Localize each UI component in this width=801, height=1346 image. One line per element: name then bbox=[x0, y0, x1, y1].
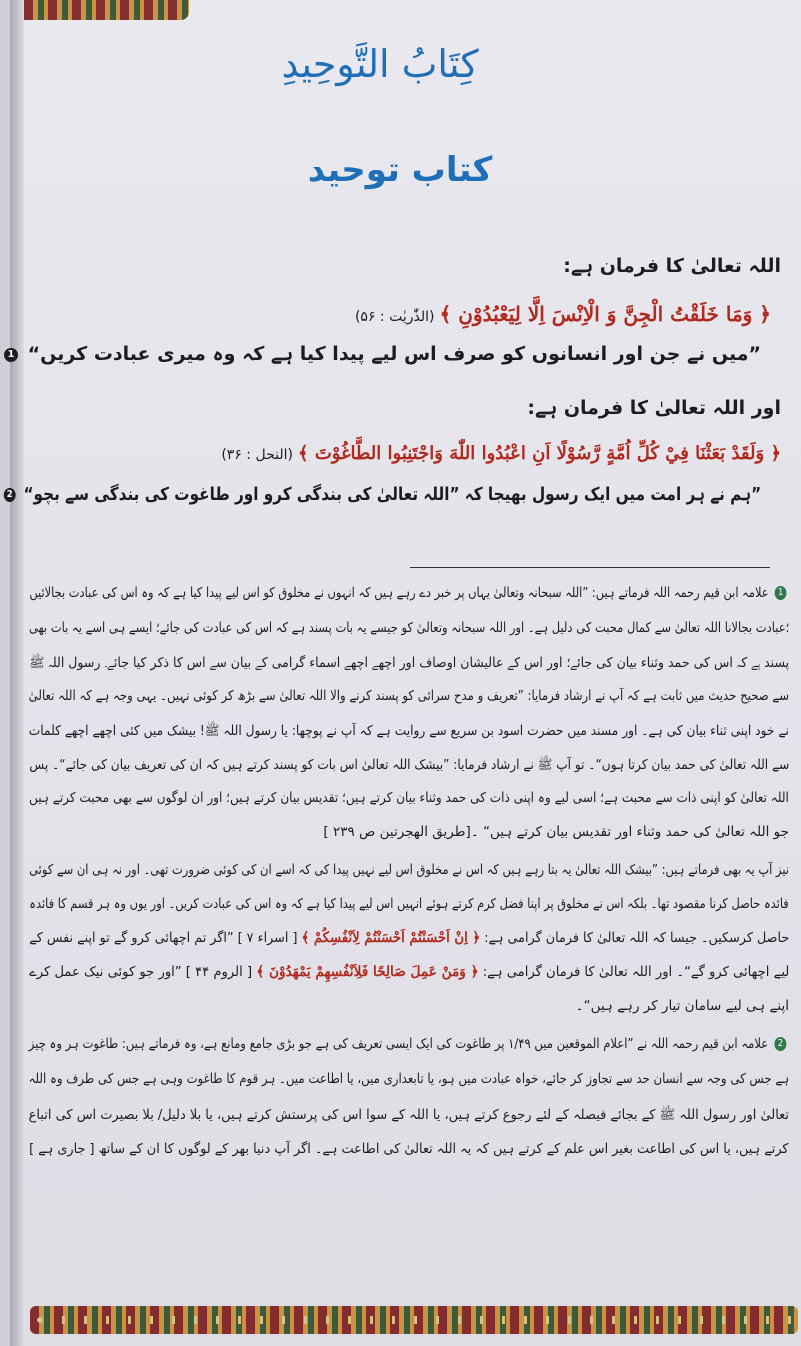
footnote-marker-2[interactable]: 2 bbox=[4, 488, 16, 502]
translation-1-row bbox=[1, 343, 761, 365]
book-spine bbox=[10, 0, 24, 1346]
footnote-verse-a-ref: [ اسراء ۷ ] ”اگر تم اچھائی کرو گے تو اپنے نفس کے bbox=[28, 930, 298, 946]
verse-1-ref: (الذّٰریٰت : ۵۶) bbox=[354, 309, 435, 325]
footnote-marker-1[interactable]: 1 bbox=[4, 348, 18, 362]
footnote-1-line: پسند ہے کہ اس کی حمد وثناء بیان کی جائے؛ اور اس کے عالیشان اوصاف اور اچھے اچھے اسماء گرامی کے بیان سے اس کا ذکر کیا جائے۔ رسول اللہ ﷺ bbox=[29, 655, 789, 671]
translation-2: ”ہم نے ہر امت میں ایک رسول بھیجا کہ ”اللہ تعالیٰ کی بندگی کرو اور طاغوت کی بندگی سے بچو“ bbox=[23, 484, 762, 505]
footnote-verse-b-ref: [ الروم ۴۴ ] ”اور جو کوئی نیک عمل کرے bbox=[28, 964, 252, 980]
verse-1-row bbox=[355, 302, 771, 326]
verse-2-row bbox=[221, 443, 781, 464]
footnote-1-cont-line bbox=[29, 964, 789, 980]
top-ornament bbox=[24, 0, 189, 20]
footnote-1-line: سے اللہ تعالیٰ کی حمد بیان کرتا ہوں“۔ تو آپ ﷺ نے ارشاد فرمایا: ”بیشک اللہ تعالیٰ اس بات کو پسند کرتے ہیں کہ ان کی تعریف بیان کی جائے“۔ پس bbox=[29, 757, 789, 773]
footnote-1-cont-line: اپنے ہی لیے سامان تیار کر رہے ہیں“۔ bbox=[575, 998, 789, 1014]
footnote-2-line: کرتے ہیں، یا اس کی اطاعت بغیر اس علم کے کرتے ہیں کہ یہ اللہ تعالیٰ کی اطاعت ہے۔ اگر آپ دنیا بھر کے لوگوں کا ان کے ساتھ [ جاری ہے ] bbox=[29, 1141, 789, 1157]
footnote-1-cont-line bbox=[29, 930, 789, 946]
footnote-1-cont-text: لیے اچھائی کرو گے“۔ اور اللہ تعالیٰ کا فرمان گرامی ہے: bbox=[482, 964, 789, 980]
footnote-separator bbox=[410, 567, 770, 568]
footnote-verse-b: ﴿ وَمَنْ عَمِلَ صَالِحًا فَلِاَنْفُسِهِمْ يَمْهَدُوْنَ ﴾ bbox=[255, 964, 479, 980]
footnote-1-line: ؛عبادت بجالانا اللہ تعالیٰ سے کمال محبت کی دلیل ہے۔ اور اللہ سبحانہ وتعالیٰ کو جیسے یہ بات پسند ہے کہ اس کی عبادت کی جائے؛ ایسے ہی اسے یہ بات بھی bbox=[28, 620, 789, 636]
footnote-2-line bbox=[29, 1036, 789, 1052]
footnote-2-line: ہے جس کی وجہ سے انسان حد سے تجاوز کر جائے، خواہ عبادت میں ہو، یا تابعداری میں، یا اطاعت میں۔ ہر قوم کا طاغوت وہی ہے جس کی طرف وہ اللہ bbox=[28, 1071, 789, 1087]
intro-1: اللہ تعالیٰ کا فرمان ہے: bbox=[563, 255, 781, 277]
footnote-1-line: جو اللہ تعالیٰ کی حمد وثناء اور تقدیس بیان کرتے ہیں“ ۔[طریق الهجرتین ص ۲۳۹ ] bbox=[323, 824, 789, 840]
footnote-1-line: سے صحیح حدیث میں ثابت ہے کہ آپ نے ارشاد فرمایا: ”تعریف و مدح سرائی کو پسند کرنے والا اللہ تعالیٰ سے بڑھ کر کوئی نہیں۔ یہی وجہ ہے کہ اللہ تعالیٰ bbox=[28, 688, 789, 704]
book-page bbox=[6, 0, 801, 1346]
chapter-title-urdu: کتاب توحید bbox=[307, 150, 493, 190]
translation-2-row bbox=[1, 484, 761, 505]
footnote-1-text: علامہ ابن قیم رحمہ اللہ فرماتے ہیں: ”اللہ سبحانہ وتعالیٰ یہاں پر خبر دے رہے ہیں کہ انہوں نے مخلوق کو اس لیے پیدا کیا ہے کہ وہ اس کی عبادت بجالائیں bbox=[29, 585, 769, 601]
footnote-1-line bbox=[29, 585, 789, 601]
intro-2: اور اللہ تعالیٰ کا فرمان ہے: bbox=[527, 397, 781, 419]
footnote-1-cont-line: نیز آپ یہ بھی فرماتے ہیں: ”بیشک اللہ تعالیٰ یہ بتا رہے ہیں کہ اس نے مخلوق اس لیے نہیں پیدا کی کہ اسے ان کی کوئی ضرورت تھی۔ اور نہ ہی ان سے کوئی bbox=[29, 862, 789, 878]
footnote-2-line: تعالیٰ اور رسول اللہ ﷺ کے بجائے فیصلہ کے لئے رجوع کرتے ہیں، یا اللہ کے سوا اس کی پرستش کرتے ہیں، یا بلا دلیل/ بلا بصیرت اس کی اتباع bbox=[28, 1107, 789, 1123]
footnote-1-marker: 1 bbox=[775, 586, 787, 600]
footnote-1-line: اللہ تعالیٰ کو اپنی ذات سے محبت ہے؛ اسی لیے وہ اپنی ذات کی حمد وثناء بیان کرتے ہیں؛ تقدیس بیان کرتے ہیں؛ اور ان لوگوں سے بھی محبت کرتے ہیں bbox=[29, 790, 789, 806]
footnote-2-text: علامہ ابن قیم رحمہ اللہ نے ”اعلام الموقعین میں ۱/۴۹ پر طاغوت کی ایک ایسی تعریف کی ہے جو بڑی جامع ومانع ہے، وہ فرماتے ہیں: طاغوت ہر وہ چیز bbox=[28, 1036, 769, 1052]
verse-1: ﴿ وَمَا خَلَقْتُ الْجِنَّ وَ الْاِنْسَ اِلَّا لِيَعْبُدُوْنِ ﴾ bbox=[439, 302, 771, 326]
footnote-1-cont-line: فائدہ حاصل کرنا مقصود تھا۔ بلکہ اس نے مخلوق پر اپنا فضل کرم کرتے ہوئے انہیں اس لیے پیدا کیا ہے کہ وہ اس کی عبادت کریں۔ اور یوں وہ ہر قسم کا فائدہ bbox=[29, 896, 789, 912]
translation-1: ”میں نے جن اور انسانوں کو صرف اس لیے پیدا کیا ہے کہ وہ میری عبادت کریں“ bbox=[27, 343, 761, 365]
footnote-1-cont-text: حاصل کرسکیں۔ جیسا کہ اللہ تعالیٰ کا فرمان گرامی ہے: bbox=[483, 930, 789, 946]
verse-2-ref: (النحل : ۳۶) bbox=[221, 447, 293, 463]
footnote-verse-a: ﴿ اِنْ اَحْسَنْتُمْ اَحْسَنْتُمْ لِاَنْفُسِكُمْ ﴾ bbox=[301, 930, 480, 946]
verse-2: ﴿ وَلَقَدْ بَعَثْنَا فِيْ كُلِّ اُمَّةٍ رَّسُوْلًا اَنِ اعْبُدُوا اللّٰهَ وَاجْتَنِبُوا الطَّاغُوْتَ ﴾ bbox=[298, 443, 781, 464]
footnote-2-marker: 2 bbox=[774, 1037, 786, 1051]
footnote-1-line: نے خود اپنی ثناء بیان کی ہے۔ اور مسند میں حضرت اسود بن سریع سے روایت ہے کہ آپ نے پوچھا: یا رسول اللہ ﷺ! بیشک میں کئی اچھے اچھے کلمات bbox=[28, 723, 789, 739]
chapter-title-arabic: كِتَابُ التَّوحِيدِ bbox=[281, 42, 479, 86]
bottom-ornament bbox=[30, 1306, 798, 1334]
